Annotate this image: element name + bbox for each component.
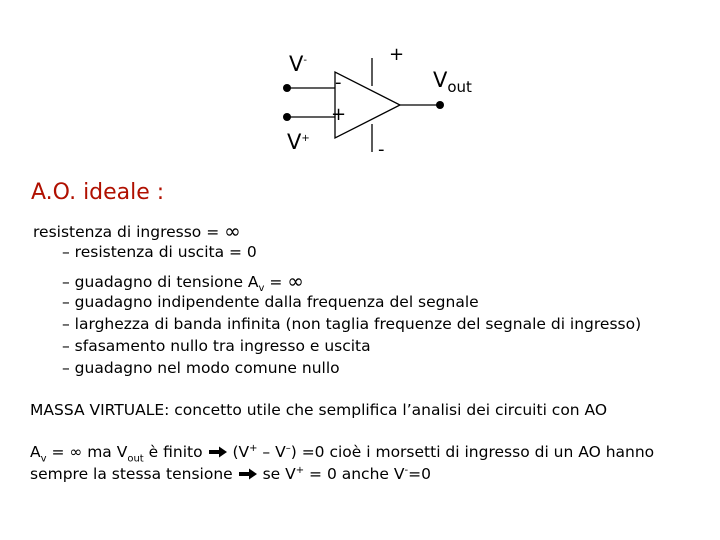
- property-voltage-gain: – guadagno di tensione $A_v$ = ∞: [62, 269, 304, 295]
- section-title: A.O. ideale :: [31, 180, 165, 205]
- inverting-input-sign: -: [335, 72, 342, 93]
- property-phase-shift: – sfasamento nullo tra ingresso e uscita: [62, 337, 371, 355]
- supply-positive-sign: +: [389, 44, 405, 65]
- property-bandwidth: – larghezza di banda infinita (non taglia frequenze del segnale di ingresso): [62, 315, 642, 333]
- conclusion-line-2: sempre la stessa tensione se V+ = 0 anche V-=0: [30, 465, 431, 484]
- infinity-symbol: ∞: [287, 269, 304, 293]
- output-terminal: [436, 101, 444, 109]
- right-arrow-icon: [238, 468, 258, 480]
- noninverting-input-sign: +: [331, 104, 347, 125]
- right-arrow-icon: [208, 446, 228, 458]
- property-output-resistance: – resistenza di uscita = 0: [62, 243, 257, 261]
- property-common-mode: – guadagno nel modo comune nullo: [62, 359, 340, 377]
- v-minus-label: V-: [289, 52, 307, 76]
- inverting-terminal: [283, 84, 291, 92]
- property-input-resistance: resistenza di ingresso = ∞: [33, 219, 241, 243]
- conclusion-line-1: $A_v$ = ∞ ma $V_{out}$ è finito (V+ – V–) =0 cioè i morsetti di ingresso di un AO hanno: [30, 443, 655, 465]
- vout-label: $V_{out}$: [433, 68, 472, 97]
- infinity-symbol: ∞: [224, 219, 241, 243]
- property-frequency-independent: – guadagno indipendente dalla frequenza del segnale: [62, 293, 479, 311]
- noninverting-terminal: [283, 113, 291, 121]
- v-plus-label: V+: [287, 130, 310, 154]
- virtual-ground-statement: MASSA VIRTUALE: concetto utile che semplifica l’analisi dei circuiti con AO: [30, 401, 608, 419]
- supply-negative-sign: -: [378, 139, 385, 160]
